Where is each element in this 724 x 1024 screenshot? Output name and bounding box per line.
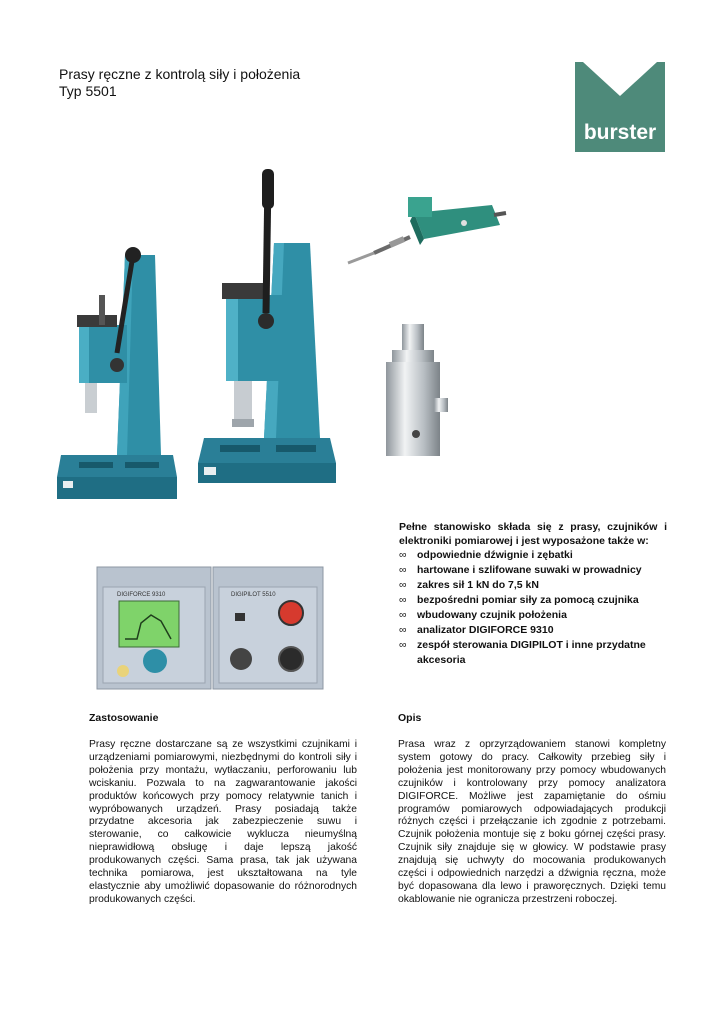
feature-item bbox=[399, 593, 669, 608]
zastosowanie-text: Prasy ręczne dostarczane są ze wszystkimi czujnikami i urządzeniami pomiarowymi, niezbędnymi do kontroli siły i położenia przy montażu, wytłaczaniu, perforowaniu lub wciskaniu. Pozwala to na zagwarantowanie jakości produktów końcowych przy pomocy relatywnie tanich i wypróbowanych urządzeń. Prasy posiadają także przydatne akcesoria jak zabezpieczenie suwu i sterowanie, co całkowicie wyklucza nieumyślną nieprawidłową obsługę i daje lepszą jakość produkowanych części. Sama prasa, tak jak używana technika pomiarowa, jest ukształtowana na tyle elastycznie aby umożliwić dopasowanie do różnorodnych produkowanych części. bbox=[89, 739, 357, 905]
bullet-icon: ∞ bbox=[399, 594, 407, 606]
zastosowanie-heading: Zastosowanie bbox=[89, 712, 159, 724]
feature-item-text: bezpośredni pomiar siły za pomocą czujnika bbox=[417, 594, 639, 606]
feature-item bbox=[399, 548, 669, 563]
feature-item-text: wbudowany czujnik położenia bbox=[417, 609, 567, 621]
opis-heading: Opis bbox=[398, 712, 422, 724]
feature-item bbox=[399, 563, 669, 578]
opis-text: Prasa wraz z oprzyrządowaniem stanowi kompletny system gotowy do pracy. Całkowity przebieg siły i położenia jest monitorowany przy pomocy wbudowanych czujników i kontrolowany przy pomocy analizatora DIGIFORCE. Możliwe jest zapamiętanie do ośmiu programów pomiarowych odpowiadających produkcji różnych części i przełączanie ich zgodnie z potrzebami. Czujnik położenia montuje się z boku górnej części prasy. Czujnik siły znajduje się w głowicy. W podstawie prasy znajdują się uchwyty do mocowania produkowanych części i odpowiednich narzędzi a dźwignia ręczna, może być dopasowana dla lewo i praworęcznych. Dzięki temu okablowanie nie ogranicza przestrzeni roboczej. bbox=[398, 739, 666, 905]
bullet-icon: ∞ bbox=[399, 639, 407, 651]
feature-item bbox=[399, 623, 669, 638]
controller-units-image bbox=[95, 563, 325, 693]
bullet-icon: ∞ bbox=[399, 579, 407, 591]
feature-item bbox=[399, 608, 669, 623]
feature-item bbox=[399, 578, 669, 593]
bullet-icon: ∞ bbox=[399, 624, 407, 636]
press-large-image bbox=[192, 163, 342, 493]
title-line-1: Prasy ręczne z kontrolą siły i położenia bbox=[59, 66, 301, 82]
bullet-icon: ∞ bbox=[399, 549, 407, 561]
svg-text:burster: burster bbox=[583, 121, 657, 144]
position-sensor-image bbox=[344, 183, 508, 269]
feature-item-text: hartowane i szlifowane suwaki w prowadnicy bbox=[417, 564, 642, 576]
features-list bbox=[399, 548, 669, 668]
force-sensor-image bbox=[372, 322, 472, 458]
feature-item-text: analizator DIGIFORCE 9310 bbox=[417, 624, 554, 636]
press-small-image bbox=[55, 215, 180, 505]
digiforce-label: DIGIFORCE 9310 bbox=[117, 592, 166, 598]
feature-item bbox=[399, 638, 669, 668]
title-line-2: Typ 5501 bbox=[59, 83, 117, 99]
features-intro: Pełne stanowisko składa się z prasy, czujników i elektroniki pomiarowej i jest wyposażone także w: bbox=[399, 521, 667, 547]
feature-item-text: odpowiednie dźwignie i zębatki bbox=[417, 549, 573, 561]
bullet-icon: ∞ bbox=[399, 564, 407, 576]
page-title bbox=[59, 66, 300, 100]
feature-item-text: zakres sił 1 kN do 7,5 kN bbox=[417, 579, 539, 591]
feature-item-text: zespół sterowania DIGIPILOT i inne przydatne akcesoria bbox=[417, 639, 646, 666]
bullet-icon: ∞ bbox=[399, 609, 407, 621]
digipilot-label: DIGIPILOT 5510 bbox=[231, 592, 276, 598]
burster-logo bbox=[575, 62, 665, 152]
